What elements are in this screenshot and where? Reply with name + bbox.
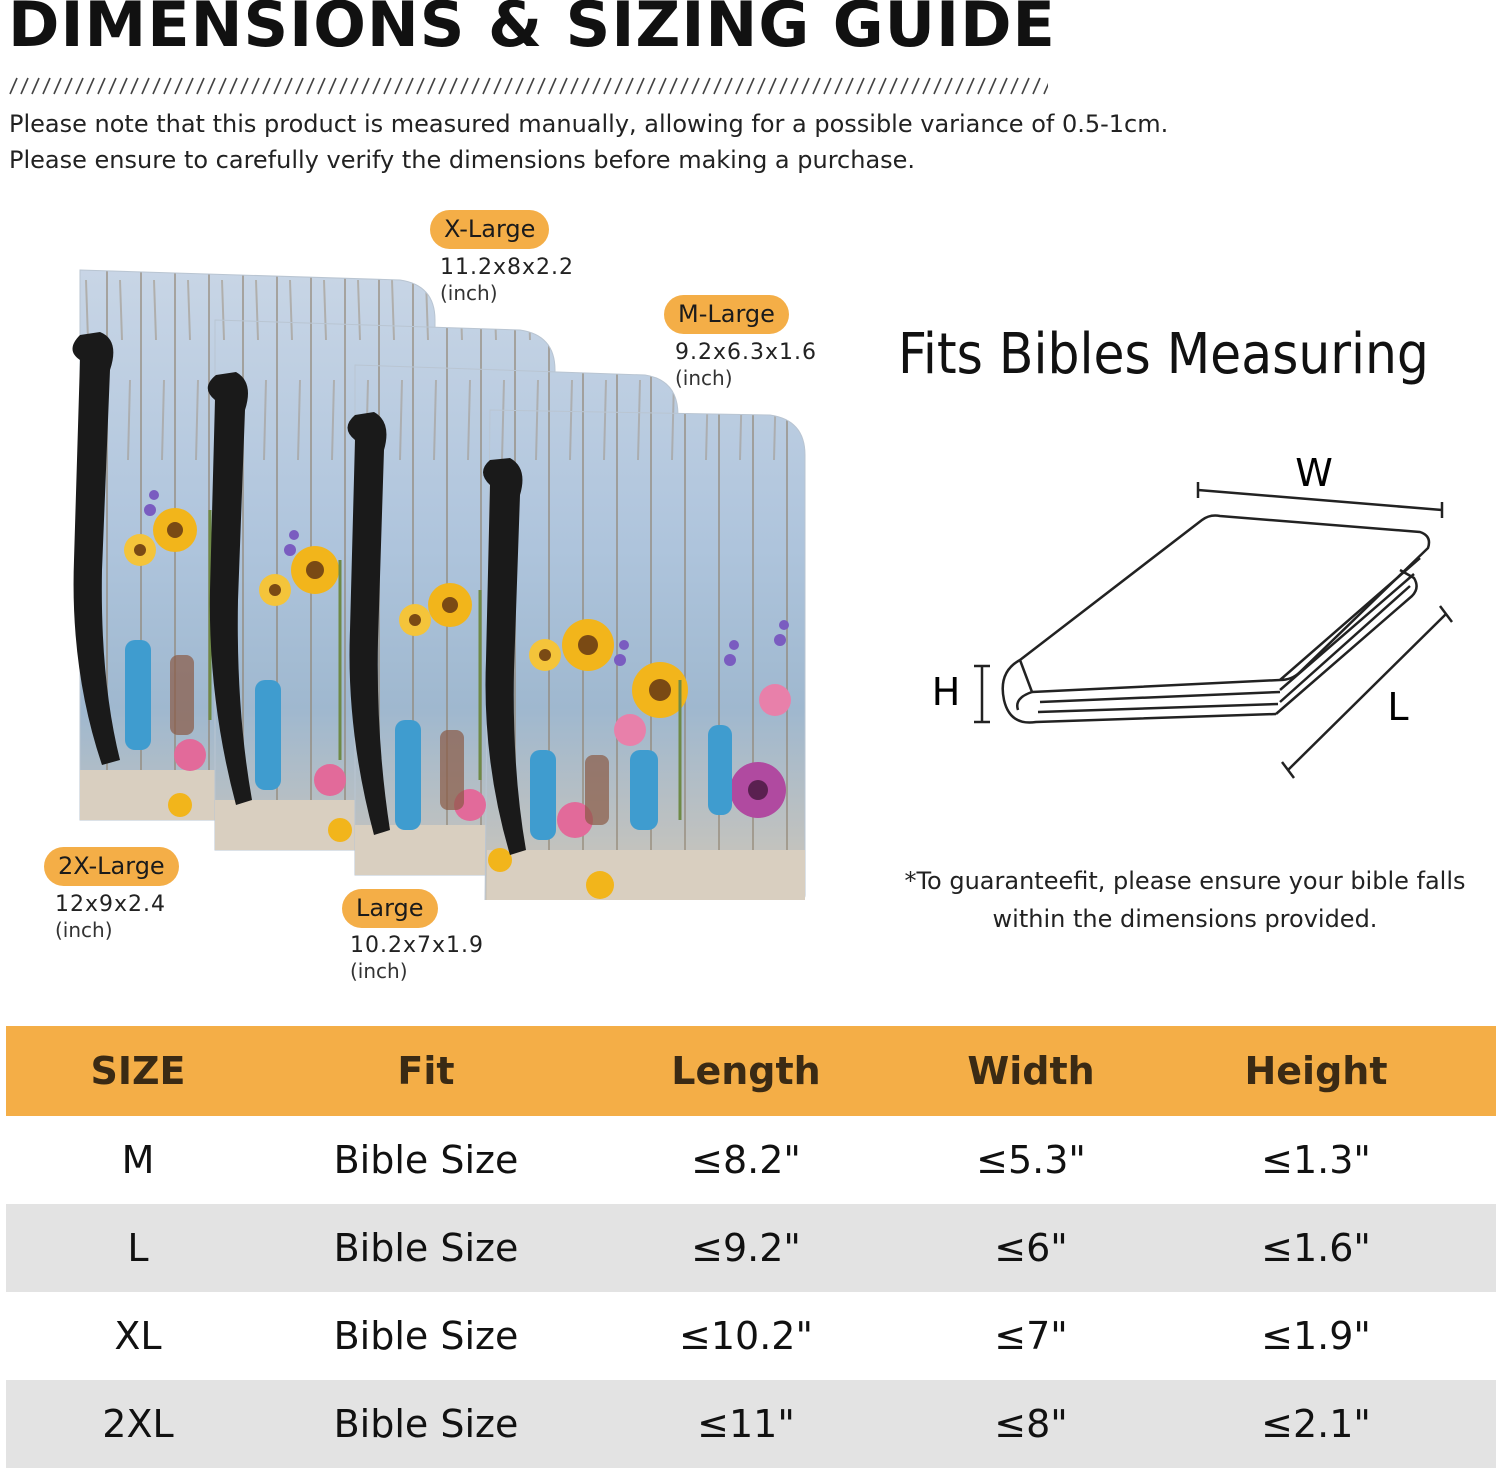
table-row <box>6 1292 1496 1380</box>
dims-x-large: 11.2x8x2.2 <box>440 255 575 280</box>
cell-length: ≤8.2" <box>691 1138 801 1182</box>
table-row <box>6 1204 1496 1292</box>
unit-2x-large: (inch) <box>55 918 113 942</box>
cell-size: L <box>127 1226 149 1270</box>
measurement-note: Please note that this product is measured manually, allowing for a possible variance of 0.5-1cm. <box>9 110 1169 138</box>
cell-size: M <box>121 1138 155 1182</box>
cell-fit: Bible Size <box>333 1138 519 1182</box>
cell-height: ≤1.3" <box>1261 1138 1371 1182</box>
unit-m-large: (inch) <box>675 366 733 390</box>
height-label: H <box>931 670 961 714</box>
size-pill-x-large: X-Large <box>430 210 549 249</box>
cell-width: ≤5.3" <box>976 1138 1086 1182</box>
cell-fit: Bible Size <box>333 1314 519 1358</box>
dims-2x-large: 12x9x2.4 <box>55 892 167 917</box>
dims-m-large: 9.2x6.3x1.6 <box>675 340 818 365</box>
size-pill-m-large: M-Large <box>664 295 789 334</box>
width-label: W <box>1295 451 1333 495</box>
size-table <box>6 1026 1496 1468</box>
book-diagram <box>920 440 1480 800</box>
disclaimer-line-1: *To guaranteefit, please ensure your bible falls <box>904 867 1466 895</box>
header-length: Length <box>671 1049 821 1093</box>
cell-length: ≤9.2" <box>691 1226 801 1270</box>
size-pill-large: Large <box>342 889 438 928</box>
table-row <box>6 1116 1496 1204</box>
cell-height: ≤1.6" <box>1261 1226 1371 1270</box>
disclaimer-line-2: within the dimensions provided. <box>992 905 1378 933</box>
slash-divider <box>8 74 1048 96</box>
cell-length: ≤11" <box>697 1402 795 1446</box>
page-title: DIMENSIONS & SIZING GUIDE <box>8 0 1056 61</box>
diagram-title: Fits Bibles Measuring <box>898 322 1429 387</box>
header-size: SIZE <box>90 1049 186 1093</box>
cell-width: ≤8" <box>994 1402 1068 1446</box>
size-pill-2x-large: 2X-Large <box>44 847 179 886</box>
length-label: L <box>1387 685 1409 729</box>
cell-width: ≤6" <box>994 1226 1068 1270</box>
cell-size: 2XL <box>102 1402 174 1446</box>
cell-height: ≤1.9" <box>1261 1314 1371 1358</box>
cell-length: ≤10.2" <box>679 1314 813 1358</box>
cell-size: XL <box>114 1314 162 1358</box>
dims-large: 10.2x7x1.9 <box>350 933 485 958</box>
cell-height: ≤2.1" <box>1261 1402 1371 1446</box>
verify-note: Please ensure to carefully verify the dimensions before making a purchase. <box>9 146 916 174</box>
cell-width: ≤7" <box>994 1314 1068 1358</box>
cell-fit: Bible Size <box>333 1226 519 1270</box>
header-fit: Fit <box>397 1049 455 1093</box>
header-width: Width <box>967 1049 1095 1093</box>
unit-large: (inch) <box>350 959 408 983</box>
unit-x-large: (inch) <box>440 281 498 305</box>
table-row <box>6 1380 1496 1468</box>
table-header <box>6 1026 1496 1116</box>
cell-fit: Bible Size <box>333 1402 519 1446</box>
header-height: Height <box>1244 1049 1388 1093</box>
fit-disclaimer <box>880 862 1490 938</box>
